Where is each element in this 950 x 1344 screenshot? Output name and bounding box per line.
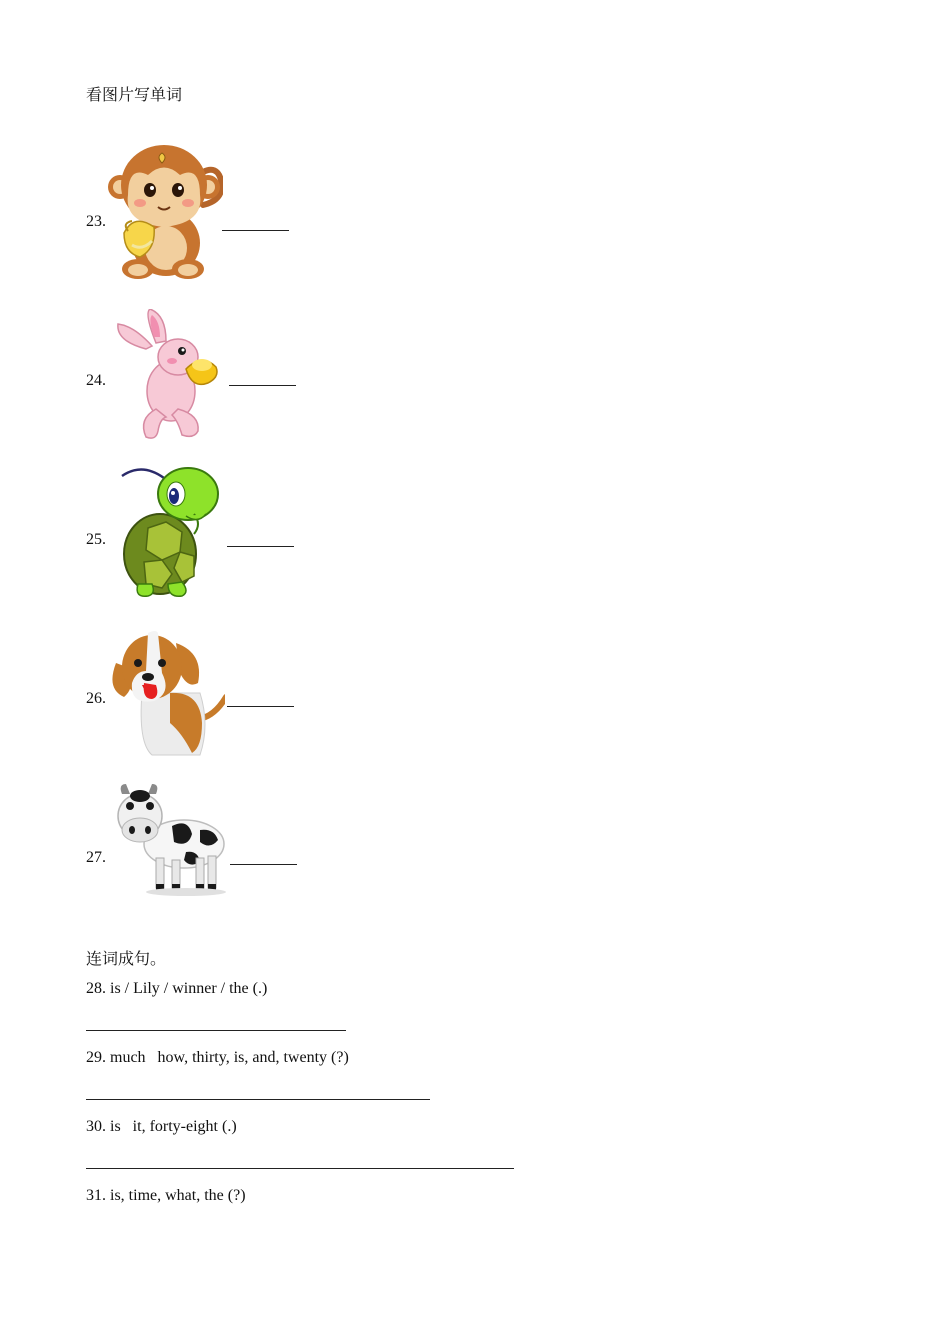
- section-title-sentence-ordering: 连词成句。: [86, 951, 167, 968]
- answer-blank: [227, 545, 294, 547]
- question-28: 28. is / Lily / winner / the (.): [86, 980, 268, 997]
- item-number: 27.: [86, 849, 106, 866]
- question-30: 30. is it, forty-eight (.): [86, 1118, 237, 1135]
- picture-item-23: [86, 145, 486, 280]
- answer-blank: [230, 863, 297, 865]
- item-number: 23.: [86, 213, 106, 230]
- question-31: 31. is, time, what, the (?): [86, 1187, 246, 1204]
- picture-item-25: [86, 464, 486, 599]
- answer-line-29: [86, 1098, 430, 1100]
- item-number: 24.: [86, 372, 106, 389]
- answer-line-30: [86, 1167, 514, 1169]
- cow-icon: [116, 782, 231, 917]
- section-title-picture-words: 看图片写单词: [86, 87, 183, 104]
- picture-item-24: [86, 305, 486, 440]
- answer-blank: [227, 705, 294, 707]
- dog-icon: [110, 623, 225, 758]
- monkey-icon: [108, 145, 223, 280]
- answer-blank: [229, 384, 296, 386]
- picture-item-27: [86, 782, 486, 917]
- answer-line-28: [86, 1029, 346, 1031]
- picture-item-26: [86, 623, 486, 758]
- turtle-icon: [108, 466, 223, 601]
- rabbit-icon: [116, 309, 231, 444]
- item-number: 25.: [86, 531, 106, 548]
- question-29: 29. much how, thirty, is, and, twenty (?): [86, 1049, 349, 1066]
- answer-blank: [222, 229, 289, 231]
- item-number: 26.: [86, 690, 106, 707]
